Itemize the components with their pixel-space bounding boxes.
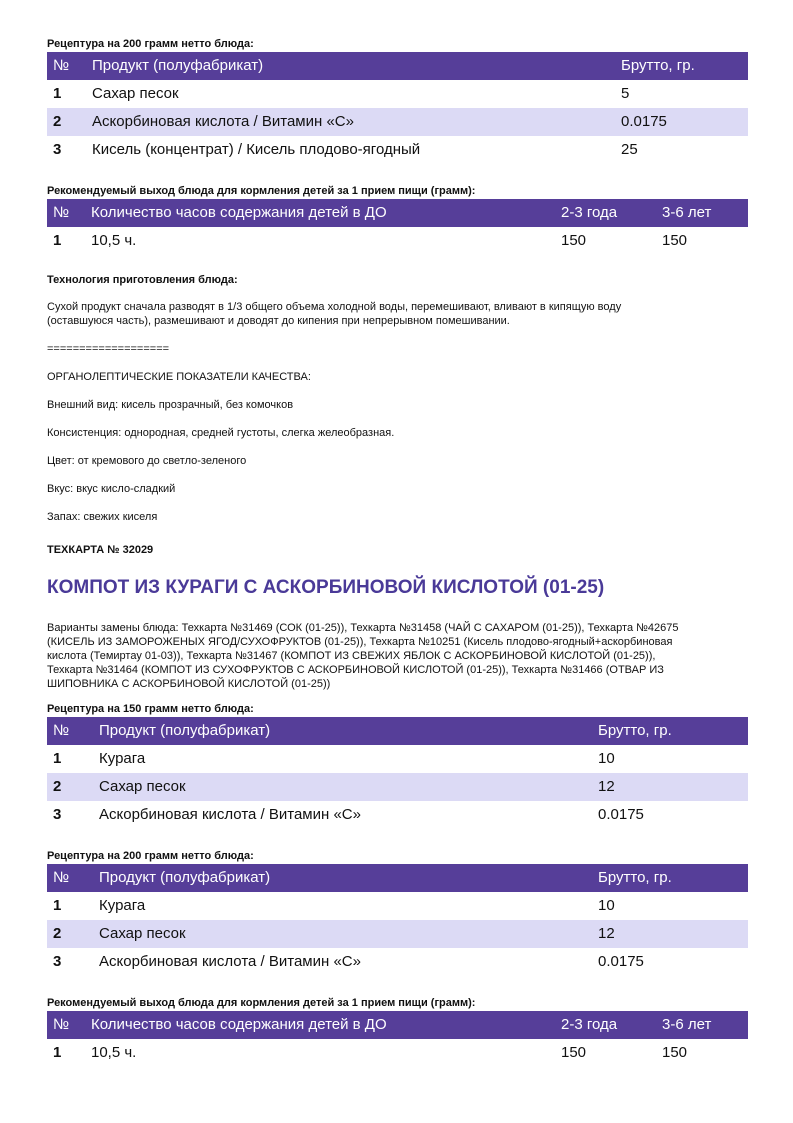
table-row — [47, 80, 748, 108]
table-row — [47, 948, 748, 976]
row-number: 3 — [53, 141, 62, 158]
yield-caption: Рекомендуемый выход блюда для кормления детей за 1 прием пищи (грамм): — [47, 997, 476, 1009]
quality-taste: Вкус: вкус кисло-сладкий — [47, 483, 176, 495]
table-row — [47, 920, 748, 948]
table-header — [47, 52, 748, 80]
quality-smell: Запах: свежих киселя — [47, 511, 158, 523]
recipe-200-caption: Рецептура на 200 грамм нетто блюда: — [47, 850, 254, 862]
table-row — [47, 745, 748, 773]
col-age-3-6-header: 3-6 лет — [662, 1016, 712, 1033]
row-gross: 5 — [621, 85, 630, 102]
variants-line-4: Техкарта №31464 (КОМПОТ ИЗ СУХОФРУКТОВ С АСКОРБИНОВОЙ КИСЛОТОЙ (01-25)), Техкарта №31466 (ОТВАР ИЗ — [47, 664, 664, 676]
table-header — [47, 864, 748, 892]
row-age-2-3: 150 — [561, 1044, 587, 1061]
row-number: 3 — [53, 806, 62, 823]
row-number: 3 — [53, 953, 62, 970]
row-product: Сахар песок — [92, 85, 179, 102]
techcard-number: ТЕХКАРТА № 32029 — [47, 544, 154, 556]
table-row — [47, 773, 748, 801]
table-header — [47, 199, 748, 227]
quality-heading: ОРГАНОЛЕПТИЧЕСКИЕ ПОКАЗАТЕЛИ КАЧЕСТВА: — [47, 371, 311, 383]
table-row — [47, 1039, 748, 1067]
col-gross-header: Брутто, гр. — [598, 869, 672, 886]
yield-caption: Рекомендуемый выход блюда для кормления детей за 1 прием пищи (грамм): — [47, 185, 476, 197]
col-age-2-3-header: 2-3 года — [561, 204, 618, 221]
quality-color: Цвет: от кремового до светло-зеленого — [47, 455, 247, 467]
row-hours: 10,5 ч. — [91, 1044, 137, 1061]
row-gross: 10 — [598, 897, 615, 914]
row-gross: 0.0175 — [598, 953, 644, 970]
row-gross: 10 — [598, 750, 615, 767]
row-number: 2 — [53, 925, 62, 942]
col-gross-header: Брутто, гр. — [598, 722, 672, 739]
row-gross: 12 — [598, 778, 615, 795]
quality-appearance: Внешний вид: кисель прозрачный, без комочков — [47, 399, 294, 411]
table-header — [47, 1011, 748, 1039]
row-product: Курага — [99, 897, 146, 914]
col-gross-header: Брутто, гр. — [621, 57, 695, 74]
yield-table — [47, 199, 748, 255]
row-gross: 25 — [621, 141, 638, 158]
recipe-200-caption: Рецептура на 200 грамм нетто блюда: — [47, 38, 254, 50]
row-product: Аскорбиновая кислота / Витамин «С» — [99, 806, 361, 823]
row-number: 1 — [53, 232, 62, 249]
row-age-3-6: 150 — [662, 1044, 688, 1061]
row-gross: 0.0175 — [621, 113, 667, 130]
table-row — [47, 892, 748, 920]
row-product: Сахар песок — [99, 925, 186, 942]
recipe-200-table — [47, 864, 748, 976]
row-number: 2 — [53, 113, 62, 130]
row-number: 1 — [53, 85, 62, 102]
row-product: Курага — [99, 750, 146, 767]
row-hours: 10,5 ч. — [91, 232, 137, 249]
row-number: 1 — [53, 897, 62, 914]
col-hours-header: Количество часов содержания детей в ДО — [91, 1016, 387, 1033]
yield-table — [47, 1011, 748, 1067]
table-row — [47, 108, 748, 136]
col-age-3-6-header: 3-6 лет — [662, 204, 712, 221]
row-age-3-6: 150 — [662, 232, 688, 249]
col-number-header: № — [53, 1016, 70, 1033]
technology-heading: Технология приготовления блюда: — [47, 274, 238, 286]
table-row — [47, 136, 748, 164]
technology-line-2: (оставшуюся часть), размешивают и доводят до кипения при непрерывном помешивании. — [47, 315, 510, 327]
recipe-200-table — [47, 52, 748, 164]
row-number: 2 — [53, 778, 62, 795]
separator: =================== — [47, 343, 170, 355]
col-number-header: № — [53, 869, 70, 886]
table-row — [47, 801, 748, 829]
table-row — [47, 227, 748, 255]
col-number-header: № — [53, 722, 70, 739]
col-number-header: № — [53, 57, 70, 74]
row-product: Кисель (концентрат) / Кисель плодово-ягодный — [92, 141, 421, 158]
recipe-150-caption: Рецептура на 150 грамм нетто блюда: — [47, 703, 254, 715]
row-product: Аскорбиновая кислота / Витамин «С» — [92, 113, 354, 130]
variants-line-2: (КИСЕЛЬ ИЗ ЗАМОРОЖЕНЫХ ЯГОД/СУХОФРУКТОВ (01-25)), Техкарта №10251 (Кисель плодово-ягодный+аскорбиновая — [47, 636, 673, 648]
table-header — [47, 717, 748, 745]
quality-consistency: Консистенция: однородная, средней густоты, слегка желеобразная. — [47, 427, 395, 439]
row-number: 1 — [53, 1044, 62, 1061]
col-product-header: Продукт (полуфабрикат) — [99, 869, 271, 886]
row-number: 1 — [53, 750, 62, 767]
col-product-header: Продукт (полуфабрикат) — [92, 57, 264, 74]
page-title: КОМПОТ ИЗ КУРАГИ С АСКОРБИНОВОЙ КИСЛОТОЙ (01-25) — [47, 577, 605, 598]
row-product: Аскорбиновая кислота / Витамин «С» — [99, 953, 361, 970]
row-product: Сахар песок — [99, 778, 186, 795]
variants-line-3: кислота (Темиртау 01-03)), Техкарта №31467 (КОМПОТ ИЗ СВЕЖИХ ЯБЛОК С АСКОРБИНОВОЙ КИСЛОТОЙ (01-25)), — [47, 650, 656, 662]
variants-line-5: ШИПОВНИКА С АСКОРБИНОВОЙ КИСЛОТОЙ (01-25)) — [47, 678, 331, 690]
technology-line-1: Сухой продукт сначала разводят в 1/3 общего объема холодной воды, перемешивают, вливают в кипящую воду — [47, 301, 622, 313]
row-gross: 0.0175 — [598, 806, 644, 823]
col-age-2-3-header: 2-3 года — [561, 1016, 618, 1033]
row-gross: 12 — [598, 925, 615, 942]
recipe-150-table — [47, 717, 748, 829]
col-product-header: Продукт (полуфабрикат) — [99, 722, 271, 739]
col-number-header: № — [53, 204, 70, 221]
variants-line-1: Варианты замены блюда: Техкарта №31469 (СОК (01-25)), Техкарта №31458 (ЧАЙ С САХАРОМ (01-25)), Техкарта №42675 — [47, 622, 679, 634]
col-hours-header: Количество часов содержания детей в ДО — [91, 204, 387, 221]
row-age-2-3: 150 — [561, 232, 587, 249]
